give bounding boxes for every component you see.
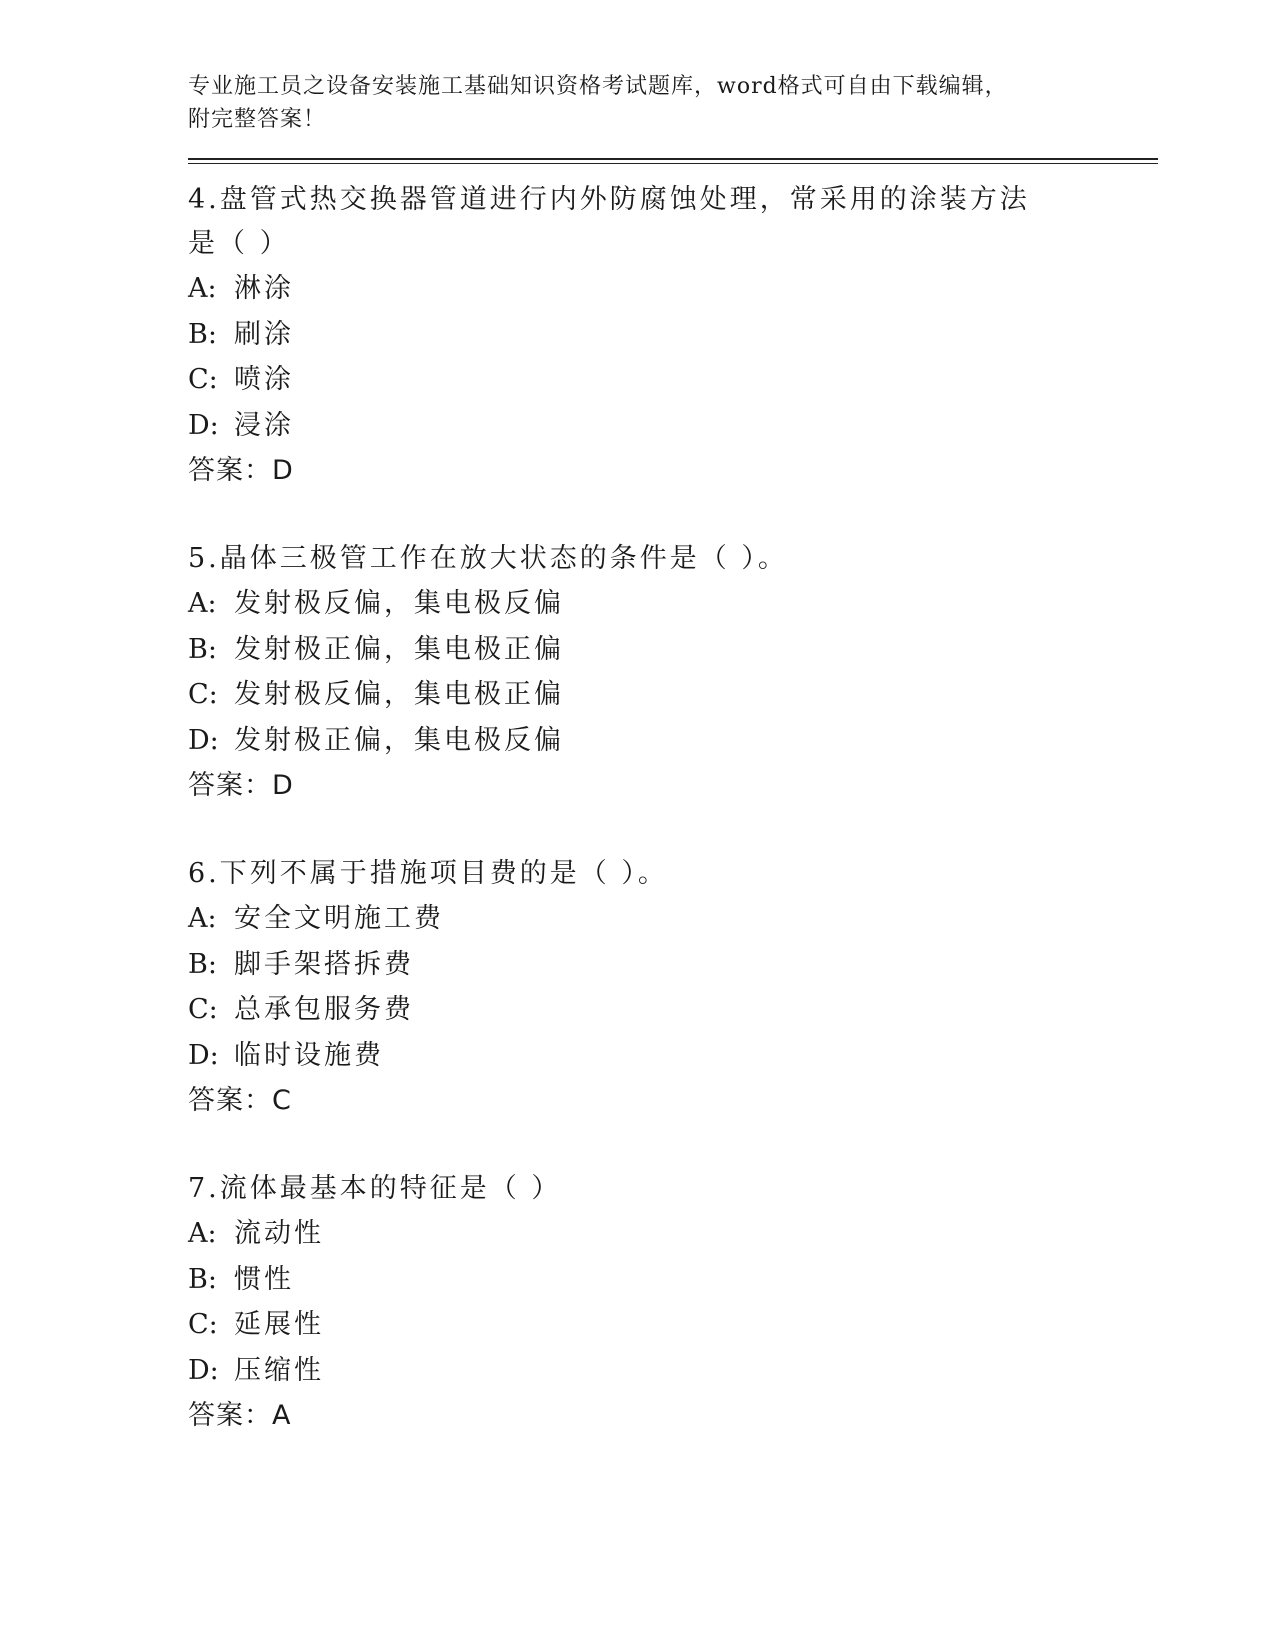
option-key: A: — [188, 1218, 217, 1249]
option-key: A: — [188, 588, 217, 619]
question-stem: 4.盘管式热交换器管道进行内外防腐蚀处理，常采用的涂装方法是（ ） — [188, 184, 1030, 259]
document-page — [188, 70, 1148, 1438]
answer-line: 答案：C — [188, 1085, 292, 1116]
option-text: 喷涂 — [234, 364, 294, 395]
option-text: 脚手架搭拆费 — [234, 948, 414, 980]
option-key: D: — [188, 409, 219, 441]
option-text: 淋涂 — [234, 273, 294, 304]
question-block — [188, 178, 1148, 493]
option-text: 流动性 — [234, 1218, 324, 1249]
option-a — [188, 896, 1148, 942]
option-key: B: — [188, 633, 217, 665]
option-text: 临时设施费 — [234, 1039, 384, 1071]
option-d — [188, 1033, 1148, 1079]
question-stem: 5.晶体三极管工作在放大状态的条件是（ ）。 — [188, 543, 788, 574]
option-text: 发射极正偏，集电极反偏 — [234, 724, 564, 756]
header-line-1: 专业施工员之设备安装施工基础知识资格考试题库，word格式可自由下载编辑， — [188, 74, 1008, 99]
option-d — [188, 1348, 1148, 1394]
option-c — [188, 672, 1148, 718]
answer-line: 答案：A — [188, 1400, 292, 1431]
option-key: C: — [188, 994, 218, 1025]
option-a — [188, 266, 1148, 312]
option-key: C: — [188, 679, 218, 710]
option-a — [188, 1211, 1148, 1257]
option-text: 发射极反偏，集电极正偏 — [234, 679, 564, 710]
question-stem: 6.下列不属于措施项目费的是（ ）。 — [188, 858, 668, 889]
option-key: D: — [188, 1039, 219, 1071]
option-key: A: — [188, 903, 217, 934]
option-c — [188, 1302, 1148, 1348]
question-block — [188, 852, 1148, 1123]
question-stem: 7.流体最基本的特征是（ ） — [188, 1173, 562, 1204]
option-text: 发射极反偏，集电极反偏 — [234, 588, 564, 619]
option-b — [188, 942, 1148, 988]
question-block — [188, 537, 1148, 808]
option-text: 惯性 — [234, 1263, 294, 1295]
option-text: 发射极正偏，集电极正偏 — [234, 633, 564, 665]
answer-line: 答案：D — [188, 455, 294, 486]
answer-line: 答案：D — [188, 770, 294, 801]
option-key: D: — [188, 1354, 219, 1386]
option-text: 浸涂 — [234, 409, 294, 441]
option-c — [188, 987, 1148, 1033]
option-b — [188, 312, 1148, 358]
option-key: D: — [188, 724, 219, 756]
option-d — [188, 403, 1148, 449]
option-key: A: — [188, 273, 217, 304]
question-block — [188, 1167, 1148, 1438]
option-text: 总承包服务费 — [234, 994, 414, 1025]
option-c — [188, 357, 1148, 403]
option-key: C: — [188, 1309, 218, 1340]
option-text: 压缩性 — [234, 1354, 324, 1386]
option-d — [188, 718, 1148, 764]
header-divider — [188, 158, 1158, 164]
option-key: B: — [188, 1263, 217, 1295]
option-text: 刷涂 — [234, 318, 294, 350]
option-text: 安全文明施工费 — [234, 903, 444, 934]
header-line-2: 附完整答案！ — [188, 107, 327, 132]
option-text: 延展性 — [234, 1309, 324, 1340]
option-b — [188, 627, 1148, 673]
option-key: B: — [188, 318, 217, 350]
option-b — [188, 1257, 1148, 1303]
option-key: B: — [188, 948, 217, 980]
option-a — [188, 581, 1148, 627]
option-key: C: — [188, 364, 218, 395]
